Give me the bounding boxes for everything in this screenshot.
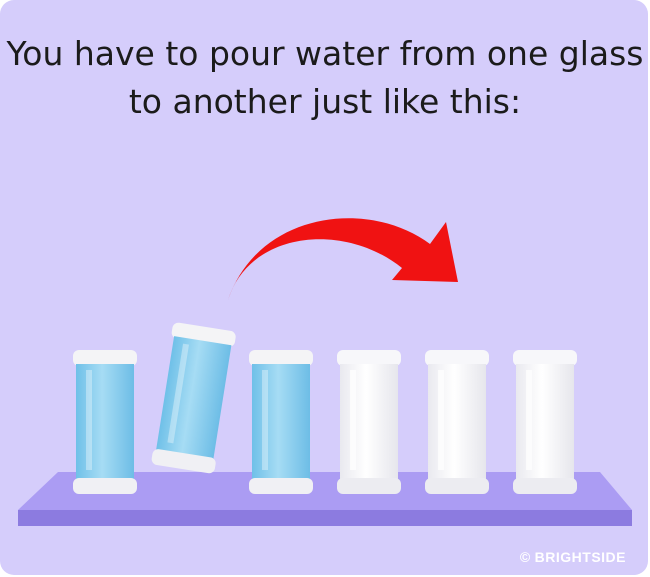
- watermark-text: BRIGHTSIDE: [534, 549, 626, 565]
- glass-2-tilted: [151, 322, 237, 474]
- copyright-icon: ©: [519, 549, 531, 565]
- title-line-1: You have to pour water from one glass: [6, 34, 644, 73]
- glass-1-full: [73, 350, 137, 494]
- glass-6-empty: [513, 350, 577, 494]
- glass-3-full: [249, 350, 313, 494]
- pour-arrow: [228, 218, 458, 300]
- title-line-2: to another just like this:: [128, 82, 522, 121]
- brightside-watermark: [520, 549, 626, 565]
- glass-4-empty: [337, 350, 401, 494]
- glass-5-empty: [425, 350, 489, 494]
